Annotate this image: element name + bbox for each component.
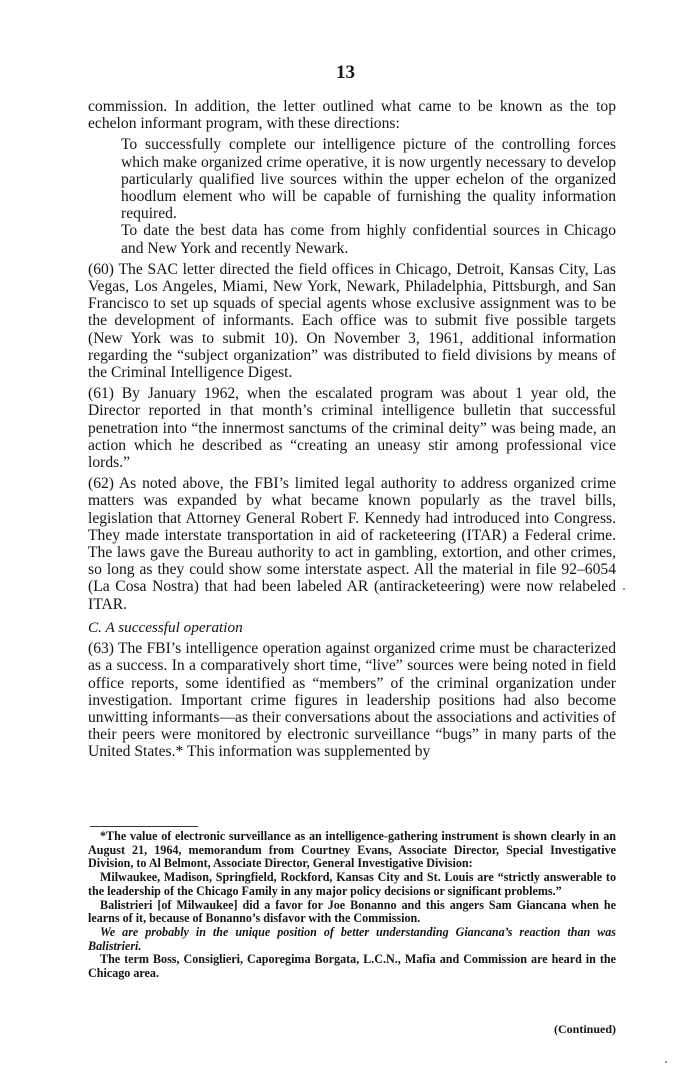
footnote-3: Balistrieri [of Milwaukee] did a favor for Joe Bonanno and this angers Sam Giancana when he learns of it, because of Bonanno’s disfavor with the Commission. [88,897,616,926]
page-number: 13 [336,62,355,83]
paragraph-62: (62) As noted above, the FBI’s limited legal authority to address organized crime matters was expanded by what became known popularly as the travel bills, legislation that Attorney General Robert F. Kennedy had introduced into Congress. They made interstate transportation in aid of racketeering (ITAR) a Federal crime. The laws gave the Bureau authority to act in gambling, extortion, and other crimes, so long as they could show some interstate aspect. All the material in file 92–6054 (La Cosa Nostra) that had been labeled AR (antiracketeering) were now relabeled ITAR. [88,475,616,613]
section-heading-c: C. A successful operation [88,618,243,636]
intro-paragraph: commission. In addition, the letter outlined what came to be known as the top echelon informant program, with these directions: [88,98,616,133]
scan-speck [665,1061,667,1063]
footnote-4: We are probably in the unique position of better understanding Giancana’s reaction than was Balistrieri. [88,924,616,953]
block-quote-2: To date the best data has come from highly confidential sources in Chicago and New York and recently Newark. [121,222,616,257]
paragraph-60: (60) The SAC letter directed the field offices in Chicago, Detroit, Kansas City, Las Vegas, Los Angeles, Miami, New York, Newark, Philadelphia, Pittsburgh, and San Francisco to set up squads of special agents whose exclusive assignment was to be the development of informants. Each office was to submit five possible targets (New York was to submit 10). On November 3, 1961, additional information regarding the “subject organization” was distributed to field divisions by means of the Criminal Intelligence Digest. [88,260,616,382]
scan-speck [623,588,625,590]
main-text [88,98,616,761]
block-quote-1: To successfully complete our intelligence picture of the controlling forces which make organized crime operative, it is now urgently necessary to develop particularly qualified live sources within the upper echelon of the organized hoodlum element who will be capable of furnishing the quality information required. [121,136,616,223]
footnote-2: Milwaukee, Madison, Springfield, Rockford, Kansas City and St. Louis are “strictly answerable to the leadership of the Chicago Family in any major policy decisions or significant problems.” [88,870,616,898]
footnote-divider [90,826,198,827]
footnotes [88,830,616,981]
paragraph-63: (63) The FBI’s intelligence operation against organized crime must be characterized as a success. In a comparatively short time, “live” sources were being noted in field office reports, some identified as “members” of the criminal organization under investigation. Important crime figures in leadership positions had also become unwitting informants—as their conversations about the associations and activities of their peers were monitored by electronic surveillance “bugs” in many parts of the United States.* This information was supplemented by [88,640,616,761]
paragraph-61: (61) By January 1962, when the escalated program was about 1 year old, the Director reported in that month’s criminal intelligence bulletin that successful penetration into “the innermost sanctums of the criminal deity” was being made, an action which he described as “creating an uneasy stir among professional vice lords.” [88,385,616,472]
footnote-5: The term Boss, Consiglieri, Caporegima Borgata, L.C.N., Mafia and Commission are heard in the Chicago area. [88,952,616,981]
continued-label: (Continued) [553,1022,616,1036]
footnote-1: *The value of electronic surveillance as an intelligence-gathering instrument is shown clearly in an August 21, 1964, memorandum from Courtney Evans, Associate Director, Special Investigative Division, to Al Belmont, Associate Director, General Investigative Division: [88,829,616,871]
